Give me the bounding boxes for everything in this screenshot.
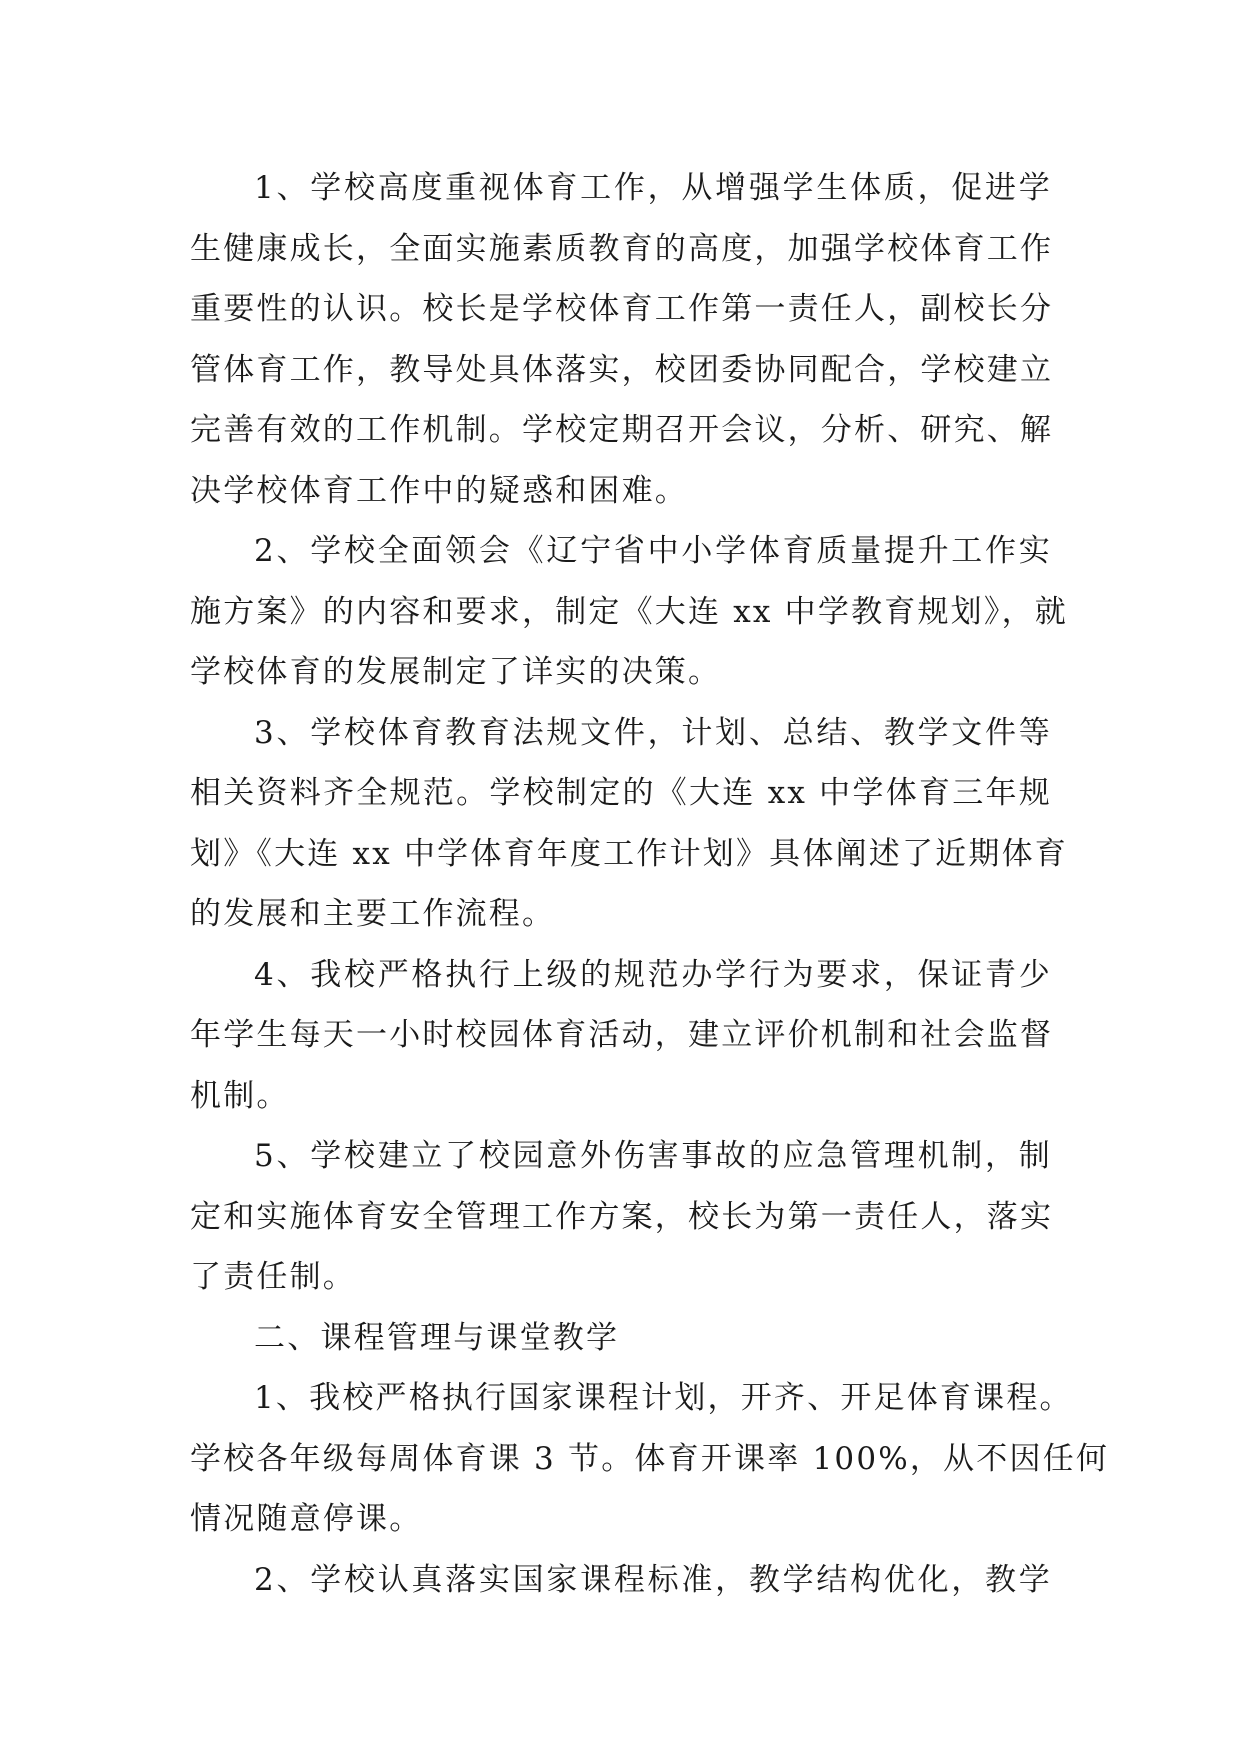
text-line: 定和实施体育安全管理工作方案，校长为第一责任人，落实 xyxy=(190,1198,1054,1235)
text-line: 4、我校严格执行上级的规范办学行为要求，保证青少 xyxy=(254,956,1052,993)
text-line: 生健康成长，全面实施素质教育的高度，加强学校体育工作 xyxy=(190,230,1054,267)
text-line: 了责任制。 xyxy=(190,1259,356,1295)
document-body xyxy=(190,158,1110,1610)
text-line: 完善有效的工作机制。学校定期召开会议，分析、研究、解 xyxy=(190,412,1054,448)
text-line: 情况随意停课。 xyxy=(190,1501,423,1537)
text-line: 管体育工作，教导处具体落实，校团委协同配合，学校建立 xyxy=(190,351,1054,388)
text-line: 2、学校全面领会《辽宁省中小学体育质量提升工作实 xyxy=(254,533,1052,569)
text-line: 学校各年级每周体育课 3 节。体育开课率 100%，从不因任何 xyxy=(190,1440,1110,1477)
text-line: 重要性的认识。校长是学校体育工作第一责任人，副校长分 xyxy=(190,291,1054,327)
text-line: 机制。 xyxy=(190,1077,290,1114)
text-line: 1、学校高度重视体育工作，从增强学生体质，促进学 xyxy=(254,170,1052,206)
text-line: 施方案》的内容和要求，制定《大连 xx 中学教育规划》，就 xyxy=(190,593,1068,630)
text-line: 划》《大连 xx 中学体育年度工作计划》具体阐述了近期体育 xyxy=(190,835,1068,872)
text-line: 的发展和主要工作流程。 xyxy=(190,896,556,932)
text-line: 5、学校建立了校园意外伤害事故的应急管理机制，制 xyxy=(254,1138,1052,1174)
text-line: 3、学校体育教育法规文件，计划、总结、教学文件等 xyxy=(254,714,1052,751)
text-line: 决学校体育工作中的疑惑和困难。 xyxy=(190,472,688,509)
text-line: 学校体育的发展制定了详实的决策。 xyxy=(190,654,722,690)
text-line: 2、学校认真落实国家课程标准，教学结构优化，教学 xyxy=(254,1561,1052,1598)
text-line: 相关资料齐全规范。学校制定的《大连 xx 中学体育三年规 xyxy=(190,775,1052,811)
text-line: 二、课程管理与课堂教学 xyxy=(254,1319,620,1356)
text-line: 1、我校严格执行国家课程计划，开齐、开足体育课程。 xyxy=(254,1380,1073,1416)
text-line: 年学生每天一小时校园体育活动，建立评价机制和社会监督 xyxy=(190,1017,1054,1053)
